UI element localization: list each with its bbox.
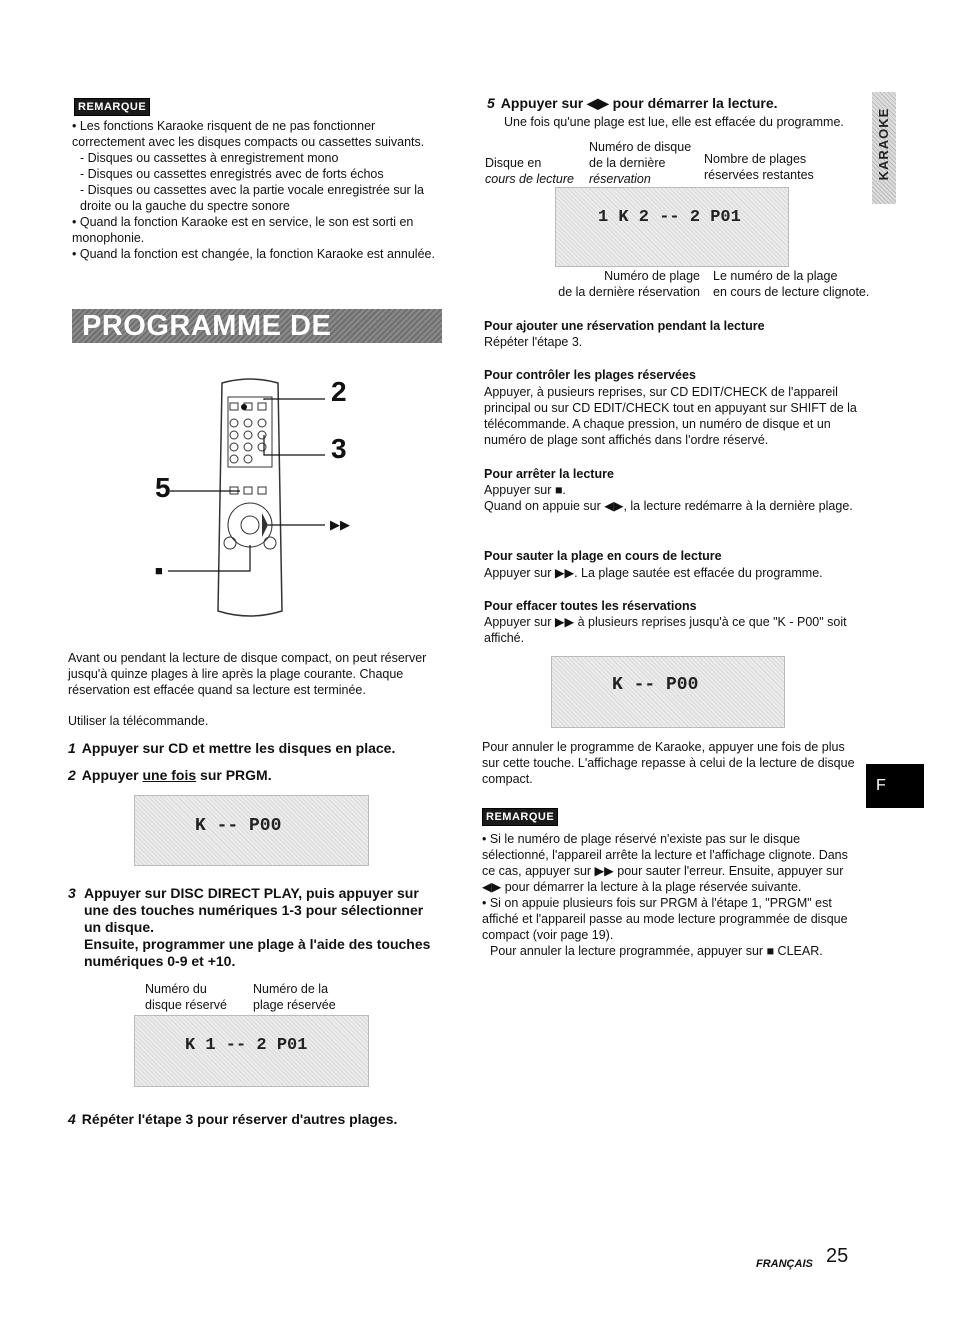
step-3 [68, 885, 440, 970]
remote-control-illustration [150, 375, 370, 630]
lcd-display-4 [551, 656, 785, 728]
step-5-number: 5 [487, 95, 495, 111]
step-2-text-pre: Appuyer [81, 767, 139, 783]
fast-forward-icon: ▶▶ [330, 517, 350, 532]
caption-left-line1: Disque en [485, 156, 542, 170]
remark-badge-2: REMARQUE [482, 808, 558, 826]
caption-track [253, 981, 336, 1013]
callout-5: 5 [155, 472, 171, 503]
caption-last-track [548, 268, 700, 300]
caption-current-disc [485, 155, 574, 187]
step-5-text: Appuyer sur ◀▶ pour démarrer la lecture. [500, 95, 778, 111]
lcd-display-3 [555, 187, 789, 267]
note-item: • Quand la fonction est changée, la fonction Karaoke est annulée. [72, 247, 435, 261]
lcd-display-2-text: K 1 -- 2 P01 [185, 1036, 308, 1055]
heading-skip: Pour sauter la plage en cours de lecture [484, 549, 722, 563]
step-2-number: 2 [68, 767, 76, 783]
section-banner: PROGRAMME DE KARAOKE [72, 309, 442, 343]
caption-disc [145, 981, 227, 1013]
callout-3: 3 [331, 433, 347, 464]
lcd-display-4-text: K -- P00 [612, 675, 699, 695]
step-4-text: Répéter l'étape 3 pour réserver d'autres plages. [81, 1111, 398, 1127]
caption-left-line2: cours de lecture [485, 172, 574, 186]
caption-top-disc [589, 139, 691, 187]
footer-language: FRANÇAIS [756, 1258, 813, 1270]
caption-remaining [704, 151, 814, 183]
text-stop-line2: Quand on appuie sur ◀▶, la lecture redémarre à la dernière plage. [484, 499, 853, 513]
caption-disc-line2: disque réservé [145, 998, 227, 1012]
step-3-text-a: Appuyer sur DISC DIRECT PLAY, puis appuyer sur une des touches numériques 1-3 pour sélectionner un disque. [84, 885, 424, 935]
note-item: - Disques ou cassettes à enregistrement mono [80, 151, 339, 165]
step-4 [68, 1111, 448, 1128]
note-item: • Les fonctions Karaoke risquent de ne pas fonctionner correctement avec les disques compacts ou cassettes suivants. [72, 119, 425, 149]
step-3-text-b: Ensuite, programmer une plage à l'aide des touches numériques 0-9 et +10. [84, 936, 431, 969]
step-1-number: 1 [68, 740, 76, 756]
stop-icon: ■ [155, 563, 163, 578]
step-4-number: 4 [68, 1111, 76, 1127]
step-3-number: 3 [68, 885, 76, 901]
note-item: Pour annuler la lecture programmée, appuyer sur ■ CLEAR. [490, 944, 823, 958]
lcd-display-2 [134, 1015, 369, 1087]
text-add: Répéter l'étape 3. [484, 335, 583, 349]
caption-bottom-line4: en cours de lecture clignote. [713, 285, 870, 299]
step-2 [68, 767, 448, 784]
side-tab-karaoke [872, 92, 896, 204]
caption-bottom-line1: Numéro de plage [604, 269, 700, 283]
callout-2: 2 [331, 376, 347, 407]
caption-disc-line1: Numéro du [145, 982, 207, 996]
caption-track-line1: Numéro de la [253, 982, 329, 996]
note-item: • Si on appuie plusieurs fois sur PRGM à l'étape 1, "PRGM" est affiché et l'appareil passe au mode lecture programmée de disque compact (voir page 19). [482, 896, 848, 942]
remark-notes [72, 118, 444, 262]
lcd-display-1-text: K -- P00 [195, 816, 282, 836]
step-5 [487, 95, 857, 112]
step-1 [68, 740, 448, 757]
caption-track-line2: plage réservée [253, 998, 336, 1012]
caption-bottom-line3: Le numéro de la plage [713, 269, 838, 283]
text-skip: Appuyer sur ▶▶. La plage sautée est effacée du programme. [484, 566, 823, 580]
text-clear: Appuyer sur ▶▶ à plusieurs reprises jusqu'à ce que "K - P00" soit affiché. [484, 615, 847, 645]
remark-notes-2 [482, 831, 855, 959]
lcd-display-1 [134, 795, 369, 866]
caption-bottom-line2: de la dernière réservation [558, 285, 700, 299]
step-1-text: Appuyer sur CD et mettre les disques en place. [81, 740, 396, 756]
note-item: - Disques ou cassettes enregistrés avec de forts échos [80, 167, 384, 181]
remark-badge: REMARQUE [74, 98, 150, 116]
lcd-display-3-text: 1 K 2 -- 2 P01 [598, 208, 741, 227]
step-2-text-underlined: une fois [142, 767, 197, 783]
caption-top-line2: de la dernière [589, 156, 666, 170]
text-cancel: Pour annuler le programme de Karaoke, appuyer une fois de plus sur cette touche. L'affichage repasse à celui de la lecture de disque compact. [482, 740, 855, 786]
side-tab-label: KARAOKE [876, 107, 891, 181]
heading-stop: Pour arrêter la lecture [484, 467, 614, 481]
step-5-description: Une fois qu'une plage est lue, elle est effacée du programme. [504, 115, 844, 129]
caption-right-line2: réservées restantes [704, 168, 814, 182]
caption-blinking [713, 268, 869, 300]
heading-clear: Pour effacer toutes les réservations [484, 599, 697, 613]
text-stop-line1: Appuyer sur ■. [484, 483, 566, 497]
caption-right-line1: Nombre de plages [704, 152, 807, 166]
text-check: Appuyer, à pusieurs reprises, sur CD EDIT/CHECK de l'appareil principal ou sur CD EDIT/CHECK tout en appuyant sur SHIFT de la télécommande. A chaque pression, un numéro de disque et un numéro de plage sont affichés dans l'ordre réservé. [484, 385, 857, 447]
step-2-text-post: sur PRGM. [200, 767, 272, 783]
note-item: • Si le numéro de plage réservé n'existe pas sur le disque sélectionné, l'appareil arrête la lecture et l'affichage clignote. Dans ce cas, appuyer sur ▶▶ pour sauter l'erreur. Ensuite, appuyer sur ◀▶ pour démarrer la lecture à la plage réservée suivante. [482, 832, 848, 894]
heading-check: Pour contrôler les plages réservées [484, 368, 696, 382]
heading-add: Pour ajouter une réservation pendant la lecture [484, 319, 765, 333]
text-stop [484, 482, 857, 514]
caption-top-line1: Numéro de disque [589, 140, 692, 154]
intro-text: Avant ou pendant la lecture de disque compact, on peut réserver jusqu'à quinze plages à lire après la plage courante. Chaque réservation est effacée quand sa lecture est terminée. [68, 651, 427, 697]
language-tab-f: F [866, 764, 924, 808]
note-item: - Disques ou cassettes avec la partie vocale enregistrée sur la droite ou la gauche du spectre sonore [80, 183, 424, 213]
caption-top-line3: réservation [589, 172, 651, 186]
page-number: 25 [826, 1245, 849, 1267]
note-item: • Quand la fonction Karaoke est en service, le son est sorti en monophonie. [72, 215, 414, 245]
use-remote-text: Utiliser la télécommande. [68, 714, 209, 728]
